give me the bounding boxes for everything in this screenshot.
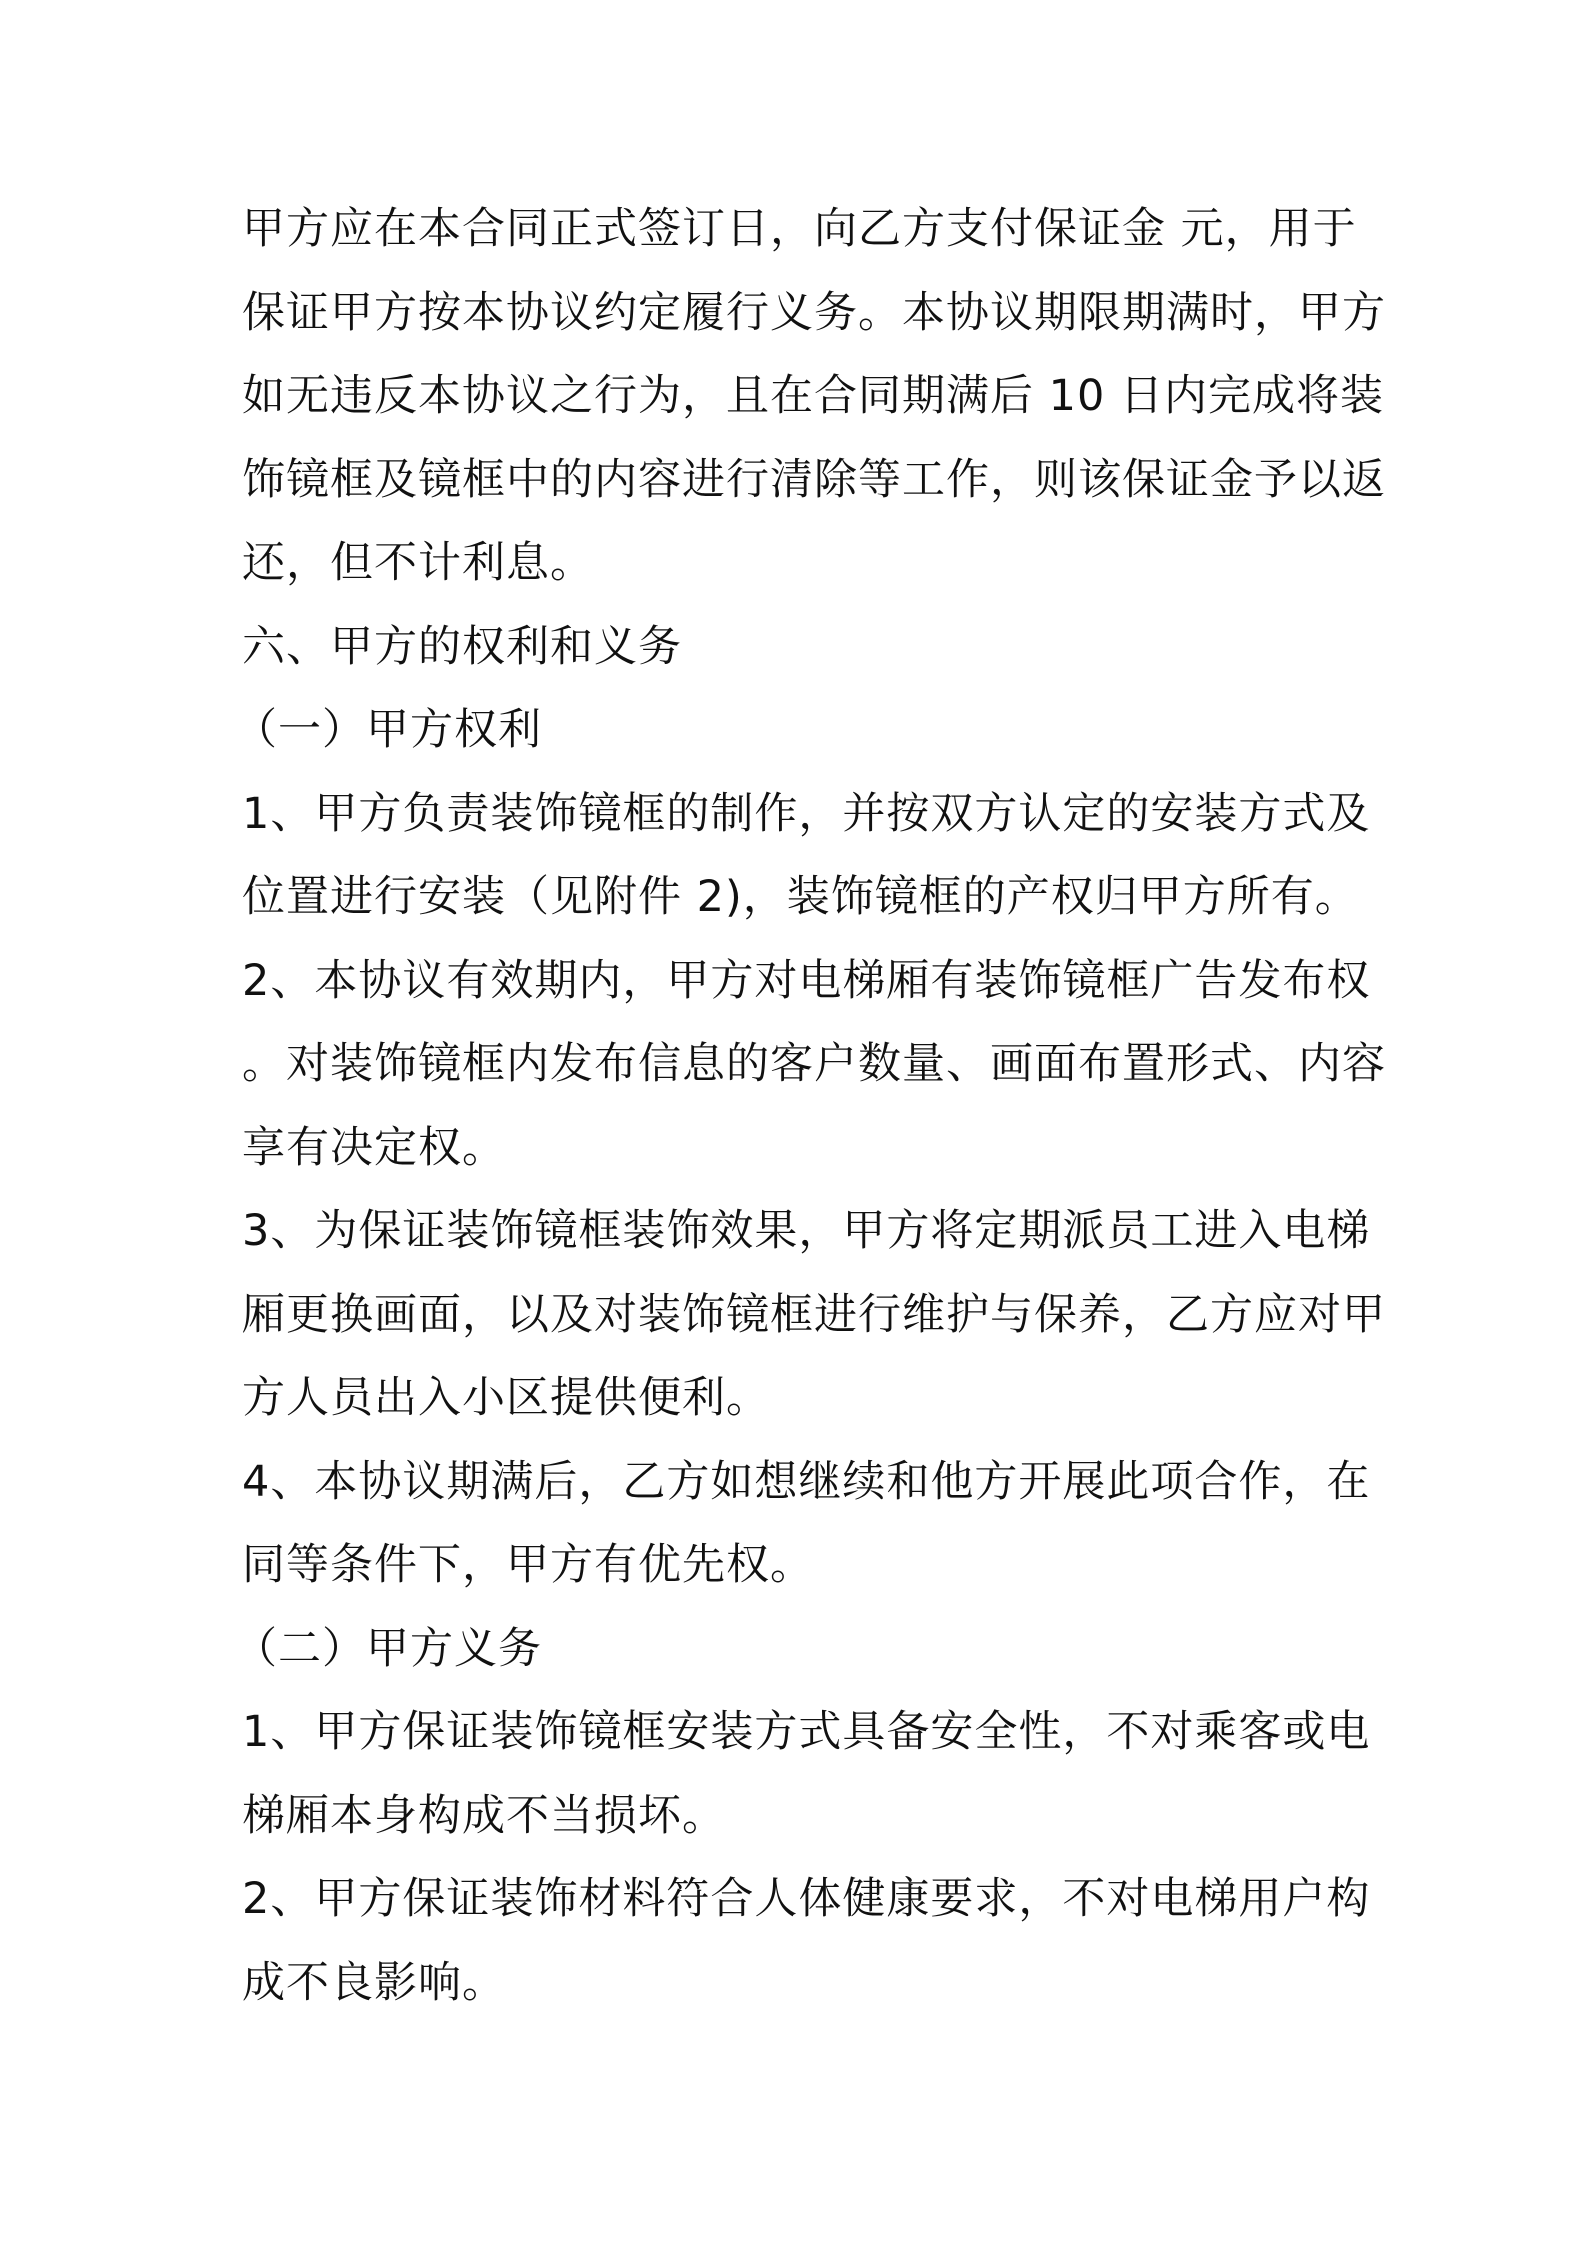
text-line: 成不良影响。 [242,1957,506,2008]
text-line: 方人员出入小区提供便利。 [242,1373,770,1423]
document-body [234,188,1386,2025]
text-line: 梯厢本身构成不当损坏。 [242,1790,726,1841]
section-heading: 六、甲方的权利和义务 [242,621,682,672]
text-line: 厢更换画面，以及对装饰镜框进行维护与保养，乙方应对甲 [242,1289,1386,1340]
text-line: 甲方应在本合同正式签订日，向乙方支付保证金 元，用于 [242,204,1357,254]
text-line: 还，但不计利息。 [242,538,594,588]
subsection-heading: （二）甲方义务 [234,1623,542,1674]
subsection-heading: （一）甲方权利 [234,705,542,755]
text-line: 同等条件下，甲方有优先权。 [242,1540,814,1590]
text-line: 2、本协议有效期内，甲方对电梯厢有装饰镜框广告发布权 [242,955,1371,1006]
text-line: 。对装饰镜框内发布信息的客户数量、画面布置形式、内容 [242,1039,1386,1089]
text-line: 1、甲方保证装饰镜框安装方式具备安全性，不对乘客或电 [242,1707,1371,1757]
text-line: 保证甲方按本协议约定履行义务。本协议期限期满时，甲方 [242,287,1386,338]
text-line: 2、甲方保证装饰材料符合人体健康要求，不对电梯用户构 [242,1874,1371,1924]
text-line: 如无违反本协议之行为，且在合同期满后 10 日内完成将装 [242,371,1385,421]
text-line: 4、本协议期满后，乙方如想继续和他方开展此项合作，在 [242,1456,1371,1507]
text-line: 享有决定权。 [242,1122,506,1173]
text-line: 1、甲方负责装饰镜框的制作，并按双方认定的安装方式及 [242,788,1371,839]
text-line: 饰镜框及镜框中的内容进行清除等工作，则该保证金予以返 [242,454,1386,505]
text-line: 3、为保证装饰镜框装饰效果，甲方将定期派员工进入电梯 [242,1206,1371,1256]
text-line: 位置进行安装（见附件 2)，装饰镜框的产权归甲方所有。 [242,872,1359,922]
